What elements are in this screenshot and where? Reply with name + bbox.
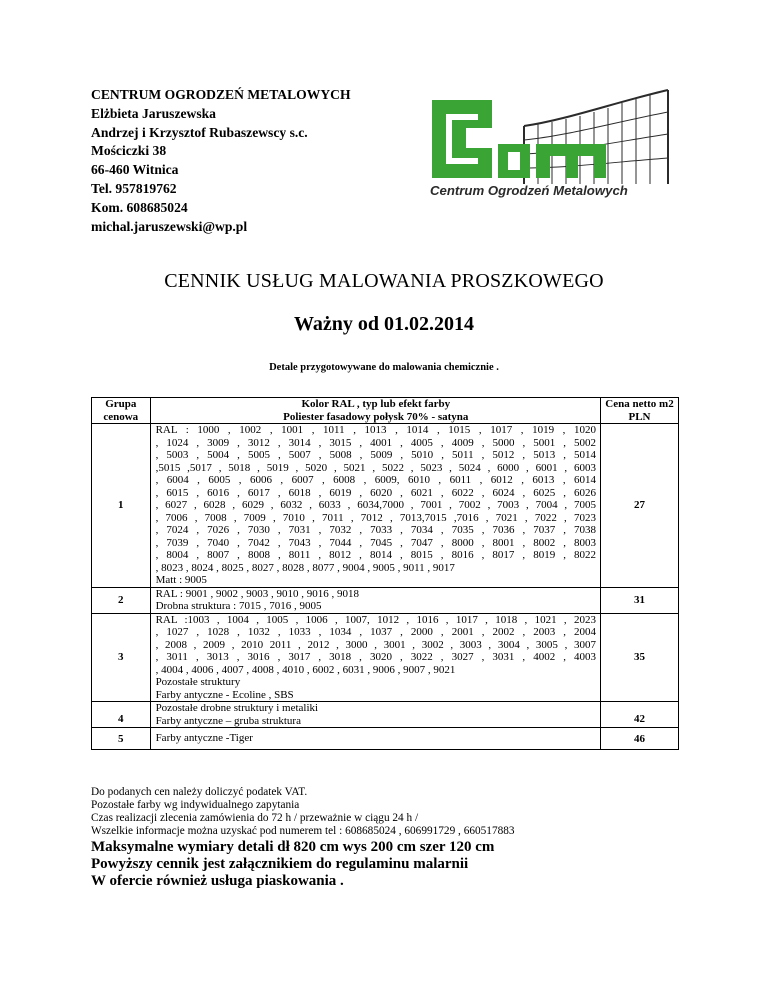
price-cell: 31 [601, 587, 679, 613]
sandblasting-note: W ofercie również usługa piaskowania . [91, 873, 344, 889]
company-header [91, 86, 411, 236]
lead-time-note: Czas realizacji zlecenia zamówienia do 72 h / przeważnie w ciągu 24 h / [91, 812, 419, 824]
preparation-note: Detale przygotowywane do malowania chemicznie . [269, 362, 499, 373]
price-cell: 27 [601, 424, 679, 588]
description-cell: Pozostałe drobne struktury i metaliki Farby antyczne – gruba struktura [150, 702, 600, 728]
company-logo [426, 86, 674, 200]
group-cell: 4 [92, 702, 151, 728]
company-phone: Tel. 957819762 [91, 180, 177, 196]
group-cell: 3 [92, 613, 151, 702]
footer [91, 786, 711, 890]
company-city: 66-460 Witnica [91, 162, 179, 178]
description-cell: RAL : 9001 , 9002 , 9003 , 9010 , 9016 , 9018 Drobna struktura : 7015 , 7016 , 9005 [150, 587, 600, 613]
max-dimensions: Maksymalne wymiary detali dł 820 cm wys 200 cm szer 120 cm [91, 839, 495, 855]
footer-notes [91, 786, 711, 838]
vat-note: Do podanych cen należy doliczyć podatek VAT. [91, 786, 308, 798]
group-cell: 1 [92, 424, 151, 588]
company-owner: Elżbieta Jaruszewska [91, 105, 216, 121]
price-table [91, 397, 679, 750]
company-email: michal.jaruszewski@wp.pl [91, 218, 248, 234]
group-cell: 2 [92, 587, 151, 613]
valid-date: Ważny od 01.02.2014 [293, 313, 475, 335]
table-row [92, 587, 679, 613]
page-title: CENNIK USŁUG MALOWANIA PROSZKOWEGO [164, 270, 604, 292]
header-price: Cena netto m2 PLN [601, 398, 679, 424]
attachment-note: Powyższy cennik jest załącznikiem do regulaminu malarnii [91, 856, 469, 872]
price-cell: 46 [601, 728, 679, 750]
header-group: Grupa cenowa [92, 398, 151, 424]
description-cell: RAL : 1000 , 1002 , 1001 , 1011 , 1013 , 1014 , 1015 , 1017 , 1019 , 1020 , 1024 , 3009 , 3012 , 3014 , 3015 , 4001 , 4005 , 4009 , 5000 , 5001 , 5002 , 5003 , 5004 , 5005 , 5007 , 5008 , 5009 , 5010 , 5011 , 5012 , 5013 , 5014 ,5015 ,5017 , 5018 , 5019 , 5020 , 5021 , 5022 , 5023 , 5024 , 6000 , 6001 , 6003 , 6004 , 6005 , 6006 , 6007 , 6008 , 6009, 6010 , 6011 , 6012 , 6013 , 6014 , 6015 , 6016 , 6017 , 6018 , 6019 , 6020 , 6021 , 6022 , 6024 , 6025 , 6026 , 6027 , 6028 , 6029 , 6032 , 6033 , 6034,7000 , 7001 , 7002 , 7003 , 7004 , 7005 , 7006 , 7008 , 7009 , 7010 , 7011 , 7012 , 7013,7015 ,7016 , 7021 , 7022 , 7023 , 7024 , 7026 , 7030 , 7031 , 7032 , 7033 , 7034 , 7035 , 7036 , 7037 , 7038 , 7039 , 7040 , 7042 , 7043 , 7044 , 7045 , 7047 , 8000 , 8001 , 8002 , 8003 , 8004 , 8007 , 8008 , 8011 , 8012 , 8014 , 8015 , 8016 , 8017 , 8019 , 8022 , 8023 , 8024 , 8025 , 8027 , 8028 , 8077 , 9004 , 9005 , 9011 , 9017 Matt : 9005 [150, 424, 600, 588]
contact-note: Wszelkie informacje można uzyskać pod numerem tel : 608685024 , 606991729 , 660517883 [91, 825, 515, 837]
group-cell: 5 [92, 728, 151, 750]
header-description: Kolor RAL , typ lub efekt farby Poliester fasadowy połysk 70% - satyna [150, 398, 600, 424]
logo-tagline: Centrum Ogrodzeń Metalowych [430, 183, 628, 198]
table-row [92, 424, 679, 588]
logo-m-letter [536, 144, 606, 178]
company-partners: Andrzej i Krzysztof Rubaszewscy s.c. [91, 124, 308, 140]
company-mobile: Kom. 608685024 [91, 199, 188, 215]
price-cell: 35 [601, 613, 679, 702]
price-cell: 42 [601, 702, 679, 728]
other-paints-note: Pozostałe farby wg indywidualnego zapytania [91, 799, 300, 811]
description-cell: Farby antyczne -Tiger [150, 728, 600, 750]
table-header-row [92, 398, 679, 424]
table-row [92, 728, 679, 750]
company-street: Mościczki 38 [91, 143, 167, 159]
logo-c-letter [432, 100, 492, 178]
table-row [92, 613, 679, 702]
table-row [92, 702, 679, 728]
company-name: CENTRUM OGRODZEŃ METALOWYCH [91, 87, 351, 102]
footer-highlights [91, 839, 711, 890]
description-cell: RAL :1003 , 1004 , 1005 , 1006 , 1007, 1012 , 1016 , 1017 , 1018 , 1021 , 2023 , 1027 , 1028 , 1032 , 1033 , 1034 , 1037 , 2000 , 2001 , 2002 , 2003 , 2004 , 2008 , 2009 , 2010 2011 , 2012 , 3000 , 3001 , 3002 , 3003 , 3004 , 3005 , 3007 , 3011 , 3013 , 3016 , 3017 , 3018 , 3020 , 3022 , 3027 , 3031 , 4002 , 4003 , 4004 , 4006 , 4007 , 4008 , 4010 , 6002 , 6031 , 9006 , 9007 , 9021 Pozostałe struktury Farby antyczne - Ecoline , SBS [150, 613, 600, 702]
